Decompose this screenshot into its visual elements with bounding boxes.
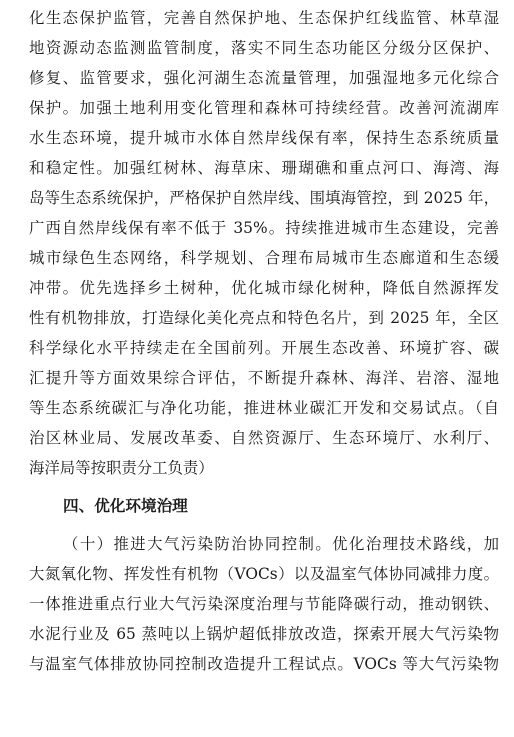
text-line: 海洋局等按职责分工负责） [29, 459, 214, 477]
text-line: 和稳定性。加强红树林、海草床、珊瑚礁和重点河口、海湾、海 [29, 159, 499, 177]
text-line: （十）推进大气污染防治协同控制。优化治理技术路线，加 [63, 535, 499, 553]
text-line: 与温室气体排放协同控制改造提升工程试点。VOCs 等大气污染物 [29, 655, 499, 673]
text-line: 城市绿色生态网络，科学规划、合理布局城市生态廊道和生态缓 [29, 249, 499, 267]
text-line: 水泥行业及 65 蒸吨以上锅炉超低排放改造，探索开展大气污染物 [29, 625, 499, 643]
text-line: 广西自然岸线保有率不低于 35%。持续推进城市生态建设，完善 [29, 219, 499, 237]
text-line: 治区林业局、发展改革委、自然资源厅、生态环境厅、水利厅、 [29, 429, 499, 447]
text-line: 科学绿化水平持续走在全国前列。开展生态改善、环境扩容、碳 [29, 339, 499, 357]
text-line: 化生态保护监管，完善自然保护地、生态保护红线监管、林草湿 [29, 9, 499, 27]
text-line: 岛等生态系统保护，严格保护自然岸线、围填海管控，到 2025 年， [29, 189, 499, 207]
text-line: 等生态系统碳汇与净化功能，推进林业碳汇开发和交易试点。（自 [29, 399, 499, 417]
text-line: 冲带。优先选择乡土树种，优化城市绿化树种，降低自然源挥发 [29, 279, 499, 297]
text-line: 性有机物排放，打造绿化美化亮点和特色名片，到 2025 年，全区 [29, 309, 499, 327]
text-line: 汇提升等方面效果综合评估，不断提升森林、海洋、岩溶、湿地 [29, 369, 499, 387]
text-line: 保护。加强土地利用变化管理和森林可持续经营。改善河流湖库 [29, 99, 499, 117]
text-line: 水生态环境，提升城市水体自然岸线保有率，保持生态系统质量 [29, 129, 499, 147]
section-heading: 四、优化环境治理 [63, 497, 188, 515]
text-line: 地资源动态监测监管制度，落实不同生态功能区分级分区保护、 [29, 39, 499, 57]
text-line: 修复、监管要求，强化河湖生态流量管理，加强湿地多元化综合 [29, 69, 499, 87]
text-line: 一体推进重点行业大气污染深度治理与节能降碳行动，推动钢铁、 [29, 595, 499, 613]
text-line: 大氮氧化物、挥发性有机物（VOCs）以及温室气体协同减排力度。 [29, 565, 499, 583]
